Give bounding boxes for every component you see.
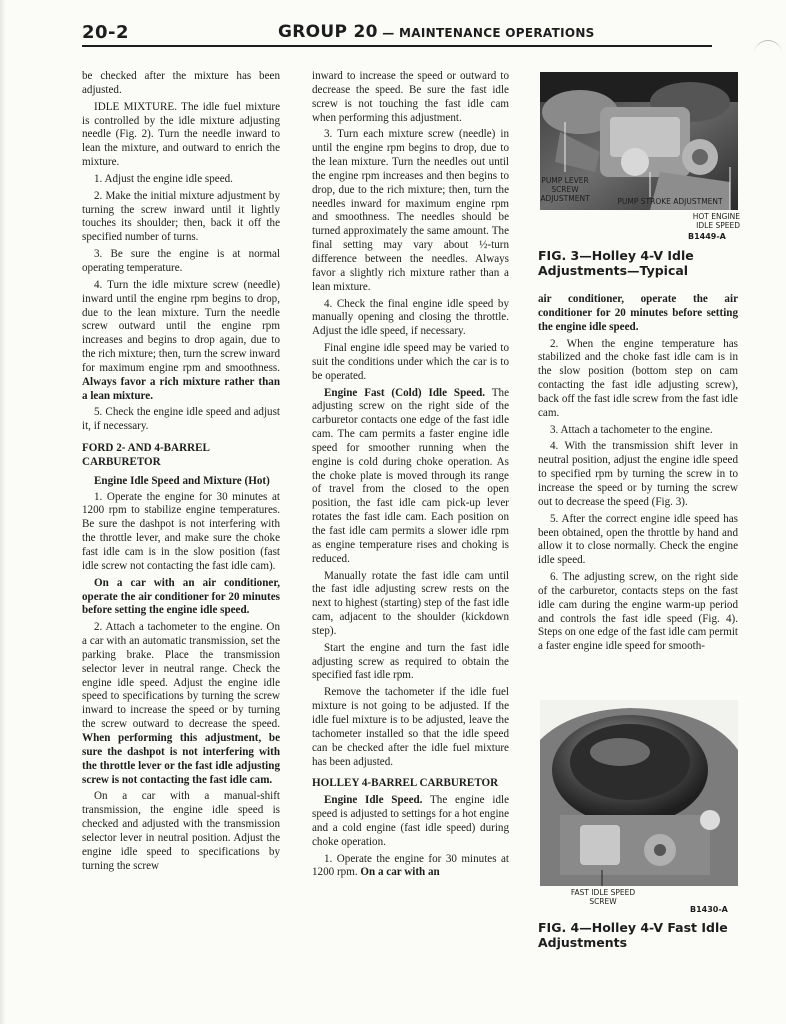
paragraph: be checked after the mixture has been adjusted.: [82, 70, 280, 96]
section-label: MAINTENANCE OPERATIONS: [399, 26, 595, 40]
paragraph-text: 1. Operate the engine for 30 minutes at 1200 rpm.: [312, 852, 509, 879]
page-number: 20-2: [82, 22, 130, 43]
paragraph: 1. Operate the engine for 30 minutes at 1200 rpm to stabilize engine temperatures. Be sure the dashpot is not interfering with the throttle lever, and make sure the choke fast idle cam is in the slow position (fast idle screw not contacting the fast idle cam).: [82, 490, 280, 572]
paragraph: 4. With the transmission shift lever in neutral position, adjust the engine idle speed to specified rpm by turning the screw in to increase the speed or by turning the screw out to decrease the speed (Fig. 3).: [538, 440, 738, 508]
header-rule: [82, 45, 712, 47]
paragraph-bold-text: When performing this adjustment, be sure the dashpot is not interfering with the throttle lever or the fast idle adjusting screw is not contacting the fast idle cam.: [82, 731, 280, 786]
paragraph: 3. Be sure the engine is at normal operating temperature.: [82, 248, 280, 274]
paragraph: [82, 279, 280, 404]
paragraph: IDLE MIXTURE. The idle fuel mixture is controlled by the idle mixture adjusting needle (Fig. 2). Turn the needle inward to lean the mixture, and outward to enrich the mixture.: [82, 100, 280, 169]
section-heading: HOLLEY 4-BARREL CARBURETOR: [312, 777, 499, 790]
paragraph: 3. Turn each mixture screw (needle) in until the engine rpm begins to drop, due to the lean mixture. Turn the needles out until the engine rpm increases and then begins to drop, due to the rich mixture; then, turn the needles inward for maximum engine rpm and smoothness. The needles should be turned approximately the same amount. The final setting may vary about ½-turn difference between the needles. Always favor a slightly rich mixture rather than a lean mixture.: [312, 128, 509, 293]
paragraph: 6. The adjusting screw, on the right side of the carburetor, contacts steps on the fast idle cam during the engine warm-up period and controls the fast idle speed (Fig. 4). Steps on one edge of the fast idle cam permit a faster engine idle speed for smooth-: [538, 571, 738, 653]
figure-4-code: B1430-A: [690, 905, 728, 914]
figure-4-photo: [540, 700, 738, 886]
paragraph: 2. When the engine temperature has stabilized and the choke fast idle cam is in the slow position (bottom step on cam contacting the fast idle adjusting screw), back off the fast idle screw from the fast idle cam.: [538, 337, 738, 419]
label-pump-lever-screw: PUMP LEVER SCREW ADJUSTMENT: [540, 176, 590, 203]
paragraph: [82, 621, 280, 787]
paragraph: On a car with a manual-shift transmission, the engine idle speed is checked and adjusted with the transmission selector lever in neutral position. Adjust the engine idle speed to specifications by turning the screw: [82, 790, 280, 872]
paragraph: 5. After the correct engine idle speed has been obtained, open the throttle by hand and allow it to close normally. Check the engine idle speed.: [538, 512, 738, 567]
figure-3-code: B1449-A: [688, 232, 726, 241]
paragraph-text: 4. Turn the idle mixture screw (needle) inward until the engine rpm begins to drop, due to the lean mixture. Turn the needle screw outward until the engine rpm increases and begins to drop again, due to the rich mixture; then, turn the screw inward for maximum engine rpm and smoothness.: [82, 278, 280, 374]
carburetor-photo-fig4: [540, 700, 738, 886]
paragraph: Remove the tachometer if the idle fuel mixture is not going to be adjusted. If the idle fuel mixture is to be adjusted, leave the tachometer installed so that the idle speed can be checked after the idle fuel mixture has been adjusted.: [312, 686, 509, 768]
paragraph: Final engine idle speed may be varied to suit the conditions under which the car is to be operated.: [312, 342, 509, 382]
paragraph-text: The engine idle speed is adjusted to settings for a hot engine and a cold engine (fast idle speed) during choke operation.: [312, 794, 509, 848]
label-hot-engine-idle: HOT ENGINE IDLE SPEED: [692, 212, 740, 230]
text-column-1: [82, 70, 280, 876]
paragraph: 3. Attach a tachometer to the engine.: [550, 423, 713, 436]
page-edge-shadow: [0, 0, 6, 1024]
paragraph: [538, 293, 738, 335]
paragraph-text: The adjusting screw on the right side of the carburetor contacts one edge of the fast idle cam. The cam permits a faster engine idle speed for smoother running when the engine is cold during choke operation. As the choke plate is moved through its range of travel from the closed to the open position, the fast idle cam pick-up lever rotates the fast idle cam. Each position on the fast idle cam permits a slower idle rpm as engine temperature rises and choking is reduced.: [312, 386, 509, 565]
paragraph: inward to increase the speed or outward to decrease the speed. Be sure the fast idle screw is not touching the fast idle cam when performing this adjustment.: [312, 70, 509, 124]
figure-4-caption: FIG. 4—Holley 4-V Fast Idle Adjustments: [538, 920, 728, 950]
label-fast-idle-speed-screw: FAST IDLE SPEED SCREW: [570, 888, 636, 906]
paragraph: [82, 577, 280, 619]
group-label: GROUP 20: [278, 22, 378, 42]
paragraph-text: 2. Attach a tachometer to the engine. On a car with an automatic transmission, set the parking brake. Place the transmission selector lever in neutral range. Check the engine idle speed. Adjust the engine idle speed to specifications by turning the screw inward to increase the speed or by turning the screw outward to decrease the speed.: [82, 621, 280, 731]
paragraph: [312, 387, 509, 567]
paragraph-bold-text: Engine Fast (Cold) Idle Speed.: [324, 386, 486, 399]
paragraph-bold-text: air conditioner, operate the air conditioner for 20 minutes before setting the engine idle speed.: [538, 293, 738, 333]
figure-3-caption: FIG. 3—Holley 4-V Idle Adjustments—Typical: [538, 248, 694, 278]
paragraph: 1. Adjust the engine idle speed.: [94, 172, 233, 185]
label-pump-stroke: PUMP STROKE ADJUSTMENT: [617, 197, 723, 206]
paragraph: 5. Check the engine idle speed and adjust it, if necessary.: [82, 406, 280, 433]
paragraph-bold-text: On a car with an: [360, 866, 440, 879]
paragraph: 4. Check the final engine idle speed by manually opening and closing the throttle. Adjust the idle speed, if necessary.: [312, 297, 509, 338]
paragraph: [312, 853, 509, 881]
section-heading: FORD 2- AND 4-BARREL CARBURETOR: [82, 442, 210, 468]
text-column-3: [538, 293, 738, 657]
paragraph: Start the engine and turn the fast idle adjusting screw as required to obtain the specified fast idle rpm.: [312, 641, 509, 682]
paragraph-bold-text: Always favor a rich mixture rather than a lean mixture.: [82, 375, 280, 402]
page-header-title: [278, 22, 595, 42]
paragraph: 2. Make the initial mixture adjustment by turning the screw inward until it lightly touches its shoulder; then, back it off the specified number of turns.: [82, 189, 280, 244]
page-corner-curl: [754, 40, 782, 61]
subsection-heading: Engine Idle Speed and Mixture (Hot): [94, 474, 270, 487]
text-column-2: [312, 70, 509, 883]
paragraph-bold-text: Engine Idle Speed.: [324, 794, 423, 807]
paragraph: Manually rotate the fast idle cam until the fast idle adjusting screw rests on the next to highest (starting) step of the fast idle cam, adjacent to the shoulder (kickdown step).: [312, 569, 509, 637]
paragraph-bold-text: On a car with an air conditioner, operate the air conditioner for 20 minutes before setting the engine idle speed.: [82, 576, 280, 617]
paragraph: [312, 794, 509, 849]
header-dash: —: [377, 26, 400, 40]
